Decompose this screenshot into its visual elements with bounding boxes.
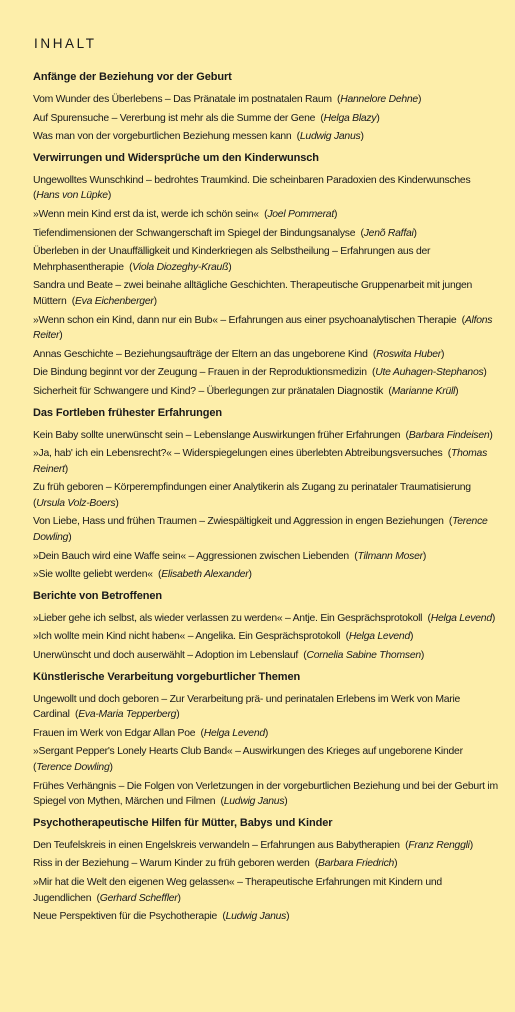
toc-entry bbox=[33, 726, 501, 742]
entry-title: Frühes Verhängnis – Die Folgen von Verletzungen in der vorgeburtlichen Beziehung und bei der Geburt im Spiegel von Mythen, Märchen und Filmen bbox=[33, 780, 498, 808]
section-heading: Anfänge der Beziehung vor der Geburt bbox=[33, 71, 232, 83]
section-heading: Psychotherapeutische Hilfen für Mütter, Babys und Kinder bbox=[33, 816, 333, 829]
paren-open: ( bbox=[355, 227, 364, 239]
toc-entry bbox=[33, 629, 501, 645]
entry-title: Vom Wunder des Überlebens – Das Pränatale im postnatalen Raum bbox=[33, 94, 332, 105]
entry-title: Überleben in der Unauffälligkeit und Kinderkriegen als Selbstheilung – Erfahrungen aus der Mehrphasentherapie bbox=[33, 246, 431, 273]
entry-title: Neue Perspektiven für die Psychotherapie bbox=[33, 911, 218, 923]
paren-open: ( bbox=[33, 174, 474, 202]
paren-open: ( bbox=[309, 858, 319, 870]
toc-entry bbox=[33, 744, 501, 775]
entry-author: Tilmann Moser bbox=[357, 550, 423, 562]
paren-open: ( bbox=[33, 746, 466, 773]
paren-open: ( bbox=[348, 550, 358, 562]
paren-open: ( bbox=[123, 261, 133, 273]
paren-open: ( bbox=[69, 709, 79, 721]
paren-open: ( bbox=[340, 631, 349, 643]
entry-title: »Dein Bauch wird eine Waffe sein« – Aggressionen zwischen Liebenden bbox=[33, 550, 349, 562]
toc-entry bbox=[33, 875, 501, 906]
toc-entry bbox=[33, 129, 501, 145]
paren-open: ( bbox=[456, 314, 465, 326]
paren-close: ) bbox=[176, 709, 180, 721]
entry-title: »Wenn schon ein Kind, dann nur ein Bub« – Erfahrungen aus einer psychoanalytischen Therapie bbox=[33, 314, 457, 326]
entry-author: Helga Levend bbox=[348, 631, 410, 643]
entry-author: Alfons Reiter bbox=[33, 314, 493, 342]
paren-open: ( bbox=[258, 208, 268, 220]
paren-close: ) bbox=[284, 796, 288, 808]
paren-close: ) bbox=[441, 348, 445, 360]
toc-entry bbox=[33, 856, 501, 872]
entry-title: Kein Baby sollte unerwünscht sein – Lebenslange Auswirkungen früher Erfahrungen bbox=[33, 429, 401, 441]
paren-close: ) bbox=[376, 112, 380, 124]
paren-open: ( bbox=[422, 612, 431, 624]
entry-author: Eva-Maria Tepperberg bbox=[78, 709, 177, 721]
toc-entry bbox=[33, 549, 501, 565]
toc-entry bbox=[33, 611, 501, 627]
toc-entry bbox=[33, 347, 501, 363]
paren-open: ( bbox=[383, 385, 392, 397]
entry-author: Eva Eichenberger bbox=[74, 295, 154, 307]
paren-close: ) bbox=[420, 650, 425, 662]
paren-close: ) bbox=[455, 385, 459, 397]
entry-author: Helga Blazy bbox=[323, 112, 377, 124]
paren-close: ) bbox=[64, 463, 68, 475]
paren-open: ( bbox=[215, 796, 224, 808]
paren-open: ( bbox=[291, 131, 300, 143]
toc-entry bbox=[33, 480, 501, 511]
entry-title: Ungewollt und doch geboren – Zur Verarbeitung prä- und perinatalen Erlebens im Werk von Marie Cardinal bbox=[33, 693, 461, 721]
entry-author: Marianne Krüll bbox=[391, 385, 456, 397]
paren-open: ( bbox=[91, 892, 100, 904]
entry-title: Tiefendimensionen der Schwangerschaft im Spiegel der Bindungsanalyse bbox=[33, 227, 356, 239]
entry-title: Riss in der Beziehung – Warum Kinder zu früh geboren werden bbox=[33, 858, 310, 870]
paren-close: ) bbox=[422, 550, 427, 562]
paren-close: ) bbox=[394, 858, 398, 870]
entry-title: »Ja, hab' ich ein Lebensrecht?« – Widerspiegelungen eines überlebten Abtreibungsversuches bbox=[33, 448, 443, 460]
toc-entry bbox=[33, 384, 501, 400]
entry-title: Unerwünscht und doch auserwählt – Adoption im Lebenslauf bbox=[33, 650, 298, 662]
paren-open: ( bbox=[400, 429, 409, 441]
toc-entry bbox=[33, 838, 501, 854]
toc-entry bbox=[33, 92, 501, 108]
paren-close: ) bbox=[417, 94, 422, 105]
paren-close: ) bbox=[153, 295, 157, 307]
entry-title: »Sergant Pepper's Lonely Hearts Club Band« – Auswirkungen des Krieges auf ungeborene Kinder bbox=[33, 746, 463, 758]
entry-author: Gerhard Scheffler bbox=[99, 892, 178, 904]
entry-author: Hans von Lüpke bbox=[36, 190, 108, 202]
entry-title: »Wenn mein Kind erst da ist, werde ich schön sein« bbox=[33, 208, 259, 220]
toc-entry bbox=[33, 244, 501, 275]
toc-entry bbox=[33, 648, 501, 664]
toc-section bbox=[33, 151, 501, 400]
entry-author: Barbara Findeisen bbox=[408, 429, 490, 441]
page-title: INHALT bbox=[34, 36, 97, 51]
paren-open: ( bbox=[298, 650, 307, 662]
toc-entry bbox=[33, 111, 501, 127]
toc-entry bbox=[33, 226, 501, 242]
paren-open: ( bbox=[331, 94, 341, 105]
paren-open: ( bbox=[367, 348, 377, 360]
toc-entry bbox=[33, 514, 501, 545]
paren-close: ) bbox=[68, 532, 72, 544]
entry-author: Hannelore Dehne bbox=[340, 94, 418, 105]
entry-author: Terence Dowling bbox=[36, 762, 110, 773]
toc-section bbox=[33, 816, 501, 925]
entry-title: Sandra und Beate – zwei beinahe alltägliche Geschichten. Therapeutische Gruppenarbeit mit jungen Müttern bbox=[33, 280, 473, 307]
paren-close: ) bbox=[413, 227, 417, 239]
entry-author: Ludwig Janus bbox=[223, 796, 285, 808]
paren-close: ) bbox=[264, 727, 269, 739]
entry-title: »Lieber gehe ich selbst, als wieder verlassen zu werden« – Antje. Ein Gesprächsprotokoll bbox=[33, 612, 423, 624]
toc-section bbox=[33, 70, 501, 145]
entry-title: »Ich wollte mein Kind nicht haben« – Angelika. Ein Gesprächsprotokoll bbox=[33, 631, 341, 643]
entry-title: Auf Spurensuche – Vererbung ist mehr als die Summe der Gene bbox=[33, 112, 316, 124]
entry-title: Frauen im Werk von Edgar Allan Poe bbox=[33, 727, 196, 739]
section-heading: Verwirrungen und Widersprüche um den Kinderwunsch bbox=[33, 151, 319, 164]
entry-author: Barbara Friedrich bbox=[318, 858, 395, 870]
section-heading: Das Fortleben frühester Erfahrungen bbox=[33, 406, 223, 419]
entry-author: Franz Renggli bbox=[408, 839, 470, 851]
entry-title: Die Bindung beginnt vor der Zeugung – Frauen in der Reproduktionsmedizin bbox=[33, 367, 367, 379]
entry-title: Den Teufelskreis in einen Engelskreis verwandeln – Erfahrungen aus Babytherapien bbox=[33, 839, 400, 851]
toc-entry bbox=[33, 909, 501, 925]
entry-author: Thomas Reinert bbox=[33, 448, 488, 475]
entry-title: Sicherheit für Schwangere und Kind? – Überlegungen zur pränatalen Diagnostik bbox=[33, 385, 384, 397]
entry-author: Elisabeth Alexander bbox=[161, 569, 249, 581]
entry-author: Joel Pommerat bbox=[267, 208, 334, 220]
paren-open: ( bbox=[443, 516, 453, 528]
toc-section bbox=[33, 406, 501, 583]
toc-entry bbox=[33, 567, 501, 583]
entry-title: Annas Geschichte – Beziehungsaufträge der Eltern an das ungeborene Kind bbox=[33, 348, 368, 360]
section-heading: Künstlerische Verarbeitung vorgeburtlicher Themen bbox=[33, 670, 301, 683]
entry-author: Ursula Volz-Boers bbox=[36, 497, 116, 509]
toc-section bbox=[33, 670, 501, 810]
entry-author: Ludwig Janus bbox=[299, 131, 361, 143]
entry-author: Roswita Huber bbox=[376, 348, 442, 360]
section-heading: Berichte von Betroffenen bbox=[33, 589, 163, 602]
entry-author: Helga Levend bbox=[203, 727, 265, 739]
toc-entry bbox=[33, 173, 501, 204]
entry-author: Helga Levend bbox=[430, 612, 492, 624]
paren-close: ) bbox=[483, 367, 487, 379]
entry-title: »Sie wollte geliebt werden« bbox=[33, 569, 153, 581]
paren-close: ) bbox=[491, 612, 496, 624]
paren-open: ( bbox=[366, 367, 376, 379]
toc-entry bbox=[33, 278, 501, 309]
entry-title: Zu früh geboren – Körperempfindungen einer Analytikerin als Zugang zu perinataler Traumatisierung bbox=[33, 482, 471, 494]
paren-close: ) bbox=[115, 497, 119, 509]
toc-entry bbox=[33, 428, 501, 444]
paren-open: ( bbox=[315, 112, 324, 124]
paren-close: ) bbox=[286, 911, 290, 923]
toc-entry bbox=[33, 365, 501, 381]
paren-close: ) bbox=[177, 892, 181, 904]
paren-open: ( bbox=[399, 839, 409, 851]
entry-title: »Mir hat die Welt den eigenen Weg gelassen« – Therapeutische Erfahrungen mit Kindern und Jugendlichen bbox=[33, 876, 442, 904]
toc-entry bbox=[33, 446, 501, 477]
toc-section bbox=[33, 589, 501, 664]
paren-close: ) bbox=[469, 839, 473, 851]
paren-open: ( bbox=[195, 727, 204, 739]
paren-close: ) bbox=[489, 429, 493, 441]
paren-close: ) bbox=[107, 190, 112, 202]
entry-author: Ludwig Janus bbox=[225, 911, 287, 923]
entry-author: Cornelia Sabine Thomsen bbox=[306, 650, 421, 662]
toc-entry bbox=[33, 313, 501, 344]
paren-open: ( bbox=[33, 482, 474, 509]
paren-open: ( bbox=[217, 911, 226, 923]
toc-entry bbox=[33, 207, 501, 223]
paren-open: ( bbox=[66, 295, 75, 307]
table-of-contents bbox=[33, 70, 501, 925]
paren-close: ) bbox=[228, 261, 232, 273]
paren-close: ) bbox=[333, 208, 338, 220]
paren-close: ) bbox=[109, 762, 113, 773]
paren-open: ( bbox=[152, 569, 162, 581]
toc-entry bbox=[33, 779, 501, 810]
entry-author: Viola Diozeghy-Krauß bbox=[132, 261, 229, 273]
entry-author: Terence Dowling bbox=[33, 516, 488, 544]
toc-entry bbox=[33, 692, 501, 723]
paren-close: ) bbox=[360, 131, 364, 143]
entry-title: Von Liebe, Hass und frühen Traumen – Zwiespältigkeit und Aggression in engen Beziehungen bbox=[33, 516, 444, 528]
entry-title: Ungewolltes Wunschkind – bedrohtes Traumkind. Die scheinbaren Paradoxien des Kinderwunsches bbox=[33, 174, 471, 186]
entry-author: Jenõ Raffai bbox=[363, 227, 414, 239]
paren-close: ) bbox=[409, 631, 414, 643]
entry-author: Ute Auhagen-Stephanos bbox=[375, 367, 484, 379]
entry-title: Was man von der vorgeburtlichen Beziehung messen kann bbox=[33, 131, 292, 143]
paren-open: ( bbox=[442, 448, 451, 460]
paren-close: ) bbox=[248, 569, 252, 581]
paren-close: ) bbox=[59, 330, 63, 342]
